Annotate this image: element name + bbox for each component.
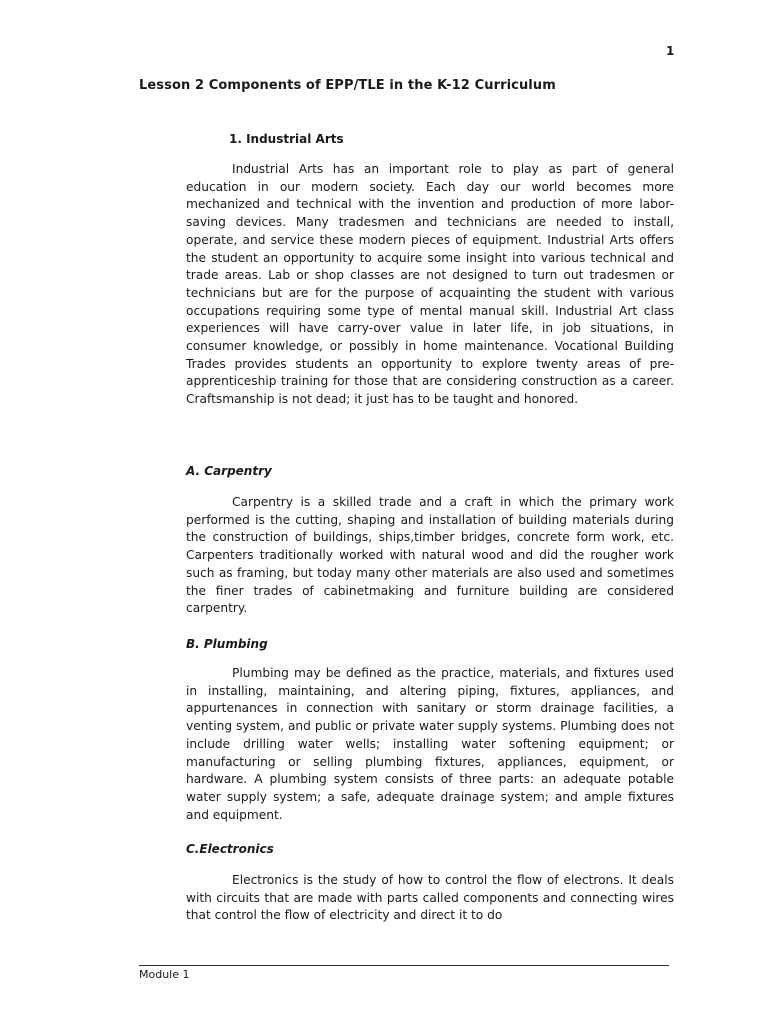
carpentry-paragraph: Carpentry is a skilled trade and a craft in which the primary work performed is the cutting, shaping and installation of building materials during the construction of buildings, ships,timber bridges, concrete form work, etc. Carpenters traditionally worked with natural wood and did the rougher work such as framing, but today many other materials are also used and sometimes the finer trades of cabinetmaking and furniture building are considered carpentry.: [186, 495, 674, 616]
plumbing-paragraph: Plumbing may be defined as the practice, materials, and fixtures used in installing, maintaining, and altering piping, fixtures, appliances, and appurtenances in connection with sanitary or storm drainage facilities, a venting system, and public or private water supply systems. Plumbing does not include drilling water wells; installing water softening equipment; or manufacturing or selling plumbing fixtures, appliances, equipment, or hardware. A plumbing system consists of three parts: an adequate potable water supply system; a safe, adequate drainage system; and ample fixtures and equipment.: [186, 666, 674, 822]
plumbing-heading: B. Plumbing: [186, 637, 268, 651]
electronics-paragraph: Electronics is the study of how to control the flow of electrons. It deals with circuits that are made with parts called components and connecting wires that control the flow of electricity and direct it to do: [186, 873, 674, 923]
electronics-heading: C.Electronics: [186, 842, 274, 856]
lesson-title: Lesson 2 Components of EPP/TLE in the K-12 Curriculum: [139, 78, 556, 93]
carpentry-heading: A. Carpentry: [186, 464, 272, 478]
page-number: 1: [666, 44, 675, 58]
footer-label: Module 1: [139, 968, 190, 981]
section-heading-industrial-arts: 1. Industrial Arts: [229, 132, 344, 146]
industrial-arts-paragraph: Industrial Arts has an important role to play as part of general education in our modern society. Each day our world becomes more mechanized and technical with the invention and production of more labor-saving devices. Many tradesmen and technicians are needed to install, operate, and service these modern pieces of equipment. Industrial Arts offers the student an opportunity to acquire some insight into various technical and trade areas. Lab or shop classes are not designed to turn out tradesmen or technicians but are for the purpose of acquainting the student with various occupations requiring some type of mental manual skill. Industrial Art class experiences will have carry-over value in later life, in job situations, in consumer knowledge, or possibly in home maintenance. Vocational Building Trades provides students an opportunity to explore twenty areas of pre-apprenticeship training for those that are considering construction as a career. Craftsmanship is not dead; it just has to be taught and honored.: [186, 162, 674, 407]
footer-rule: [139, 965, 669, 966]
